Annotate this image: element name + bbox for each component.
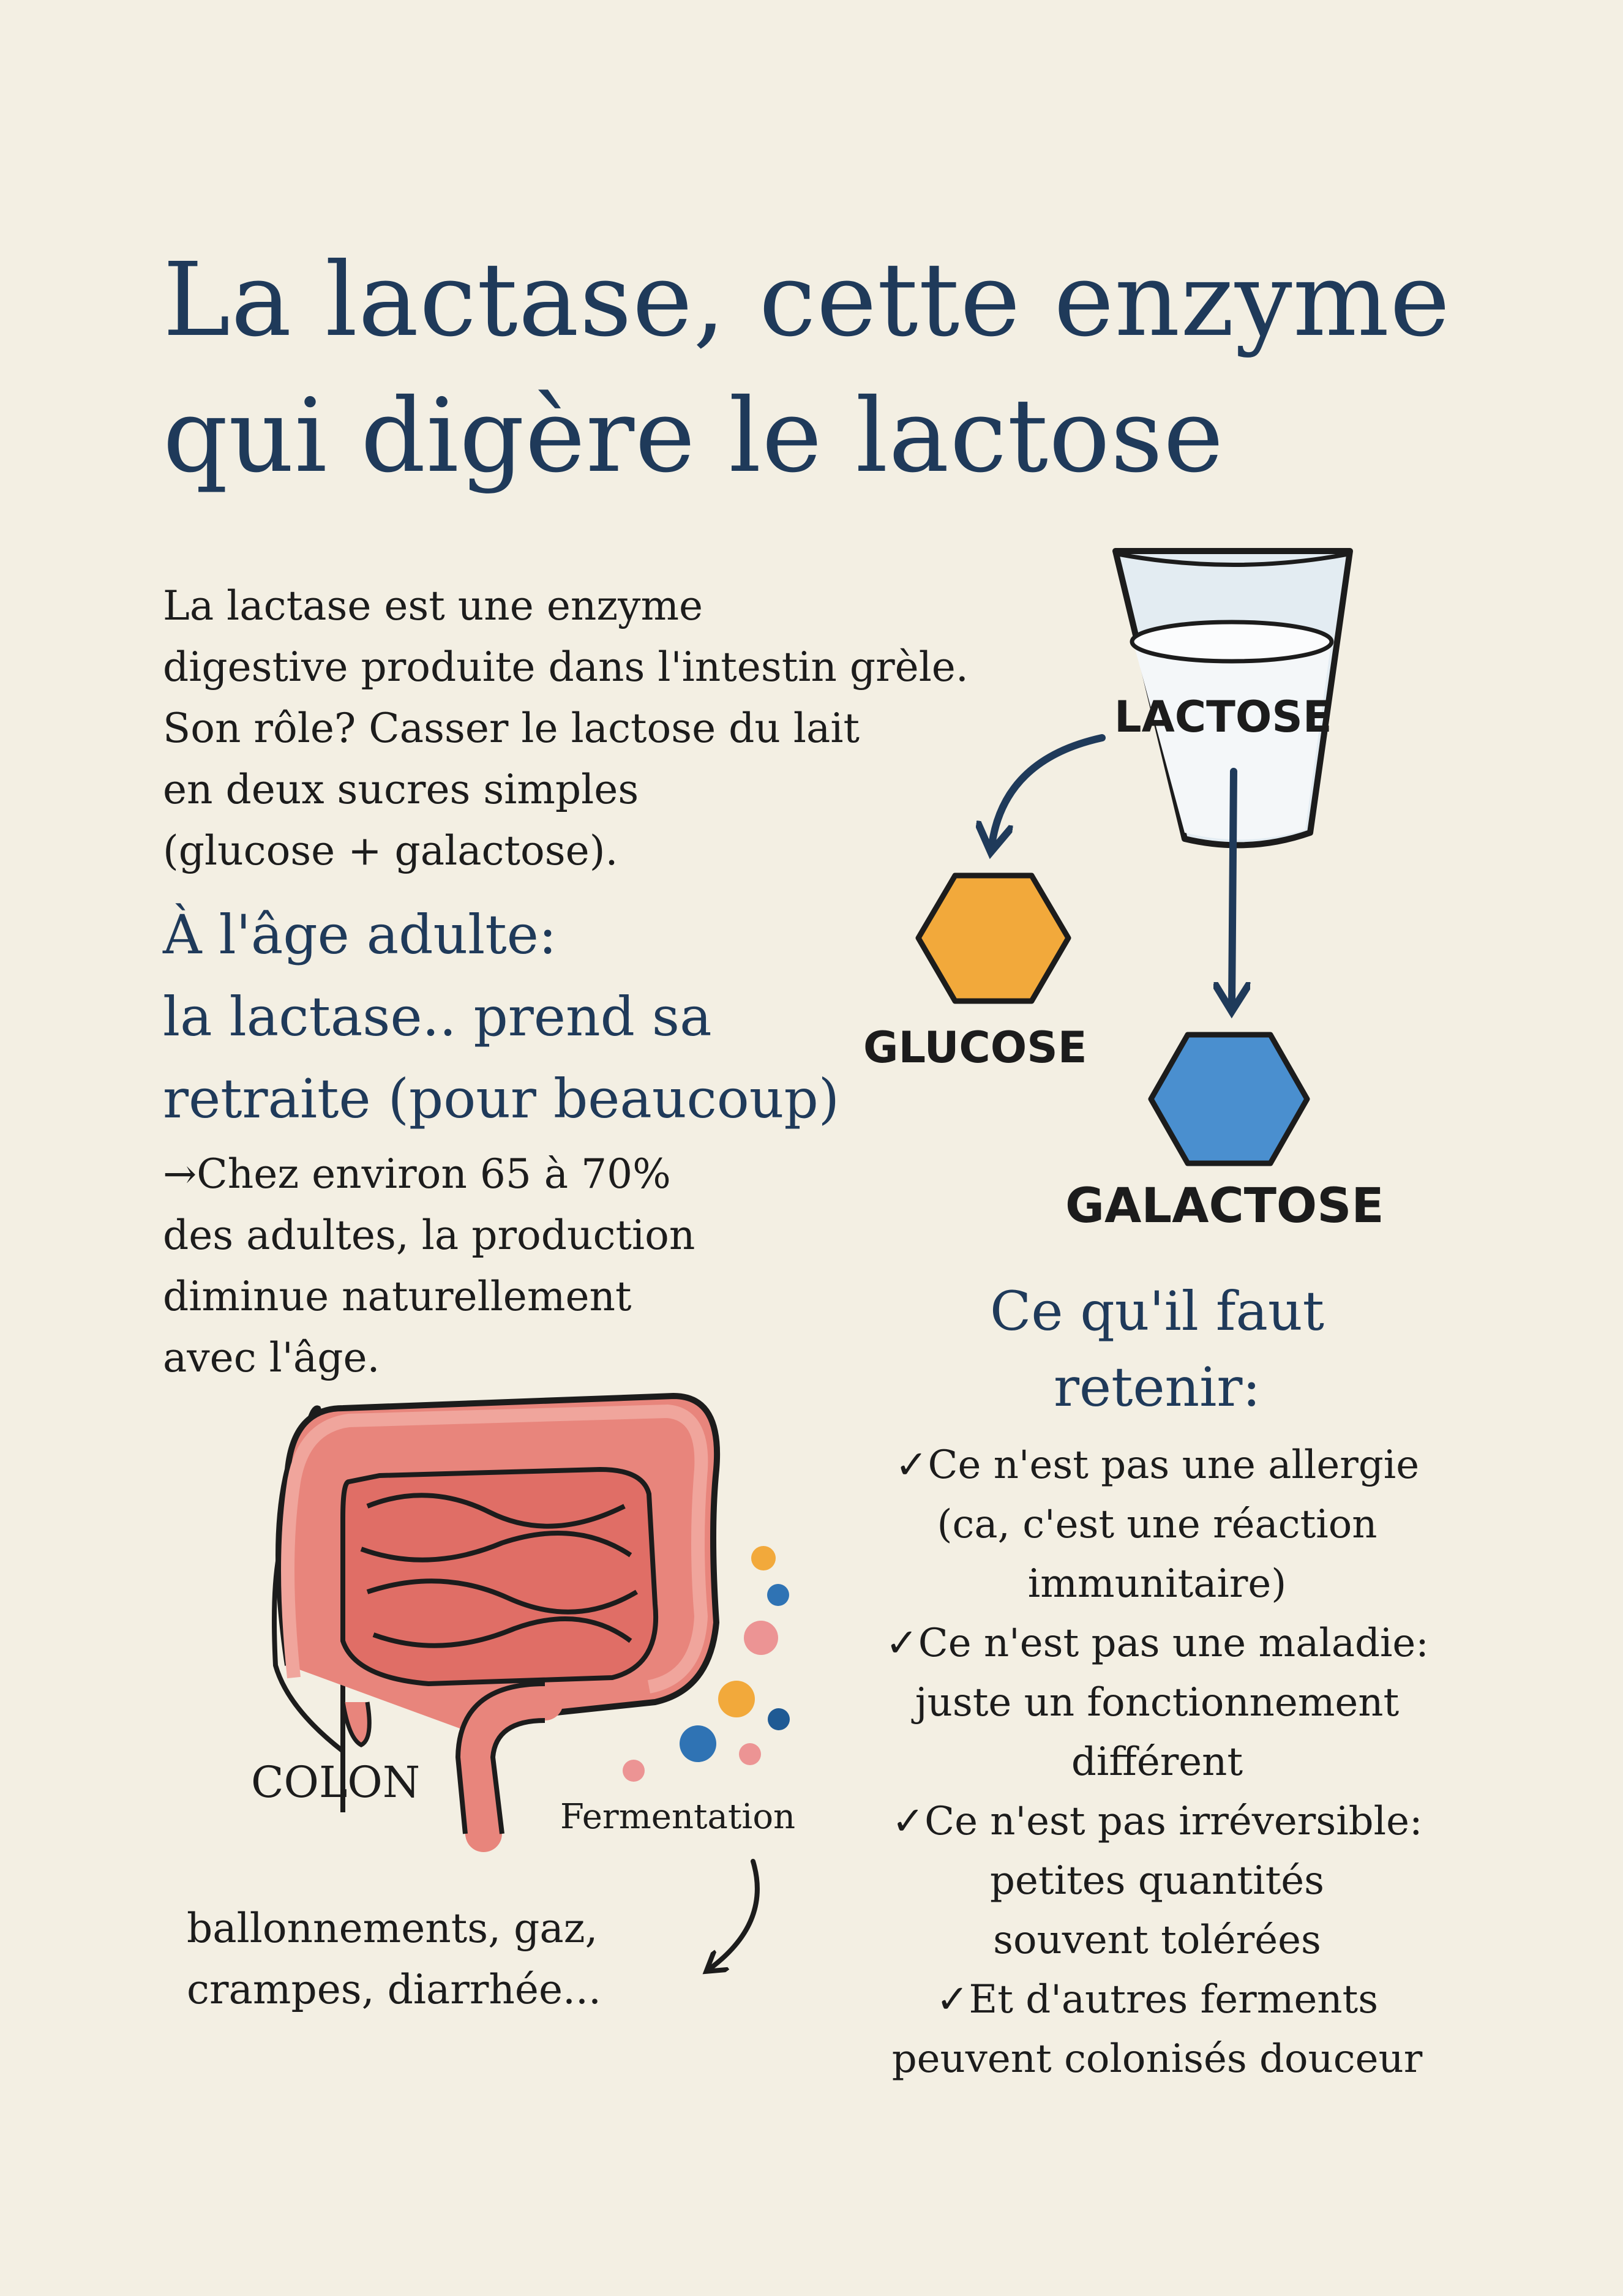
intro-line: Son rôle? Casser le lactose du lait (163, 705, 860, 752)
retain-line: peuvent colonisés douceur (891, 2036, 1423, 2082)
retain-line: souvent tolérées (993, 1918, 1321, 1963)
title-line: La lactase, cette enzyme (163, 241, 1451, 359)
lactose-label: LACTOSE (1114, 692, 1332, 742)
retain-line: petites quantités (990, 1858, 1324, 1904)
symptoms-text (187, 1898, 738, 2020)
colon-label: COLON (251, 1757, 421, 1807)
adult-note-line: avec l'âge. (163, 1334, 380, 1381)
retain-line: ✓Ce n'est pas une allergie (894, 1443, 1420, 1488)
symptom-line: crampes, diarrhée... (187, 1966, 601, 2013)
retain-heading (955, 1274, 1359, 1425)
intro-line: digestive produite dans l'intestin grèle. (163, 643, 969, 691)
retain-line: ✓Ce n'est pas une maladie: (885, 1621, 1429, 1666)
retain-line: juste un fonctionnement (915, 1680, 1400, 1725)
intro-line: en deux sucres simples (163, 766, 639, 813)
title-line: qui digère le lactose (163, 377, 1224, 495)
retain-heading-line: retenir: (1053, 1356, 1261, 1419)
adult-heading-line: À l'âge adulte: (163, 903, 557, 966)
retain-heading-line: Ce qu'il faut (990, 1280, 1324, 1343)
retain-line: différent (1071, 1739, 1243, 1785)
intro-paragraph (163, 576, 1142, 882)
page-title (163, 233, 1540, 505)
retain-line: (ca, c'est une réaction (937, 1502, 1377, 1547)
glucose-label: GLUCOSE (863, 1022, 1087, 1073)
retain-line: ✓Et d'autres ferments (935, 1977, 1379, 2022)
galactose-hexagon-icon (1151, 1035, 1307, 1163)
adult-heading-line: la lactase.. prend sa (163, 985, 712, 1048)
retain-list (833, 1436, 1482, 2089)
retain-line: immunitaire) (1027, 1561, 1287, 1607)
symptom-line: ballonnements, gaz, (187, 1905, 598, 1952)
intro-line: La lactase est une enzyme (163, 582, 703, 629)
intro-line: (glucose + galactose). (163, 827, 618, 874)
adult-note-line: →Chez environ 65 à 70% (163, 1150, 671, 1198)
retain-line: ✓Ce n'est pas irréversible: (891, 1799, 1423, 1844)
adult-note (163, 1144, 836, 1389)
fermentation-label: Fermentation (560, 1797, 796, 1837)
adult-note-line: diminue naturellement (163, 1273, 632, 1320)
adult-heading-line: retraite (pour beaucoup) (163, 1067, 840, 1130)
adult-note-line: des adultes, la production (163, 1212, 695, 1259)
galactose-label: GALACTOSE (1065, 1179, 1384, 1234)
arrow-to-galactose (1232, 771, 1234, 1004)
adult-heading (163, 894, 959, 1140)
